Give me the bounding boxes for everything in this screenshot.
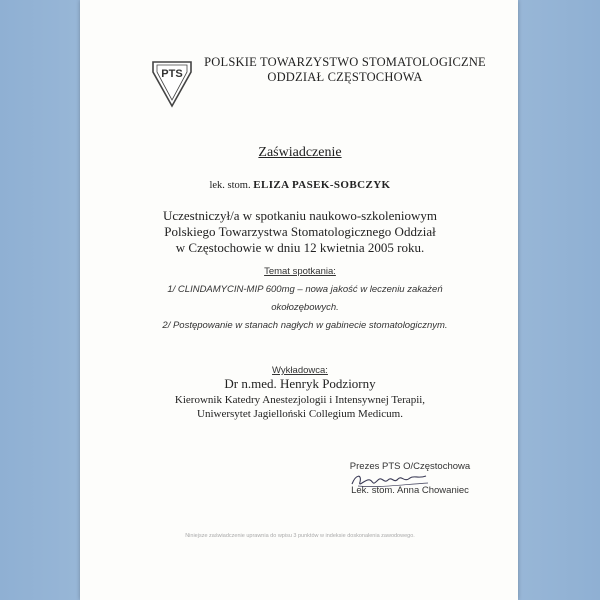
signatory-organization: Prezes PTS O/Częstochowa	[349, 461, 471, 472]
pts-logo-icon	[151, 58, 193, 108]
recipient-name: ELIZA PASEK-SOBCZYK	[253, 179, 391, 191]
lecturer-position: Kierownik Katedry Anestezjologii i Intensywnej Terapii,	[174, 394, 426, 406]
signatory-name: Lek. stom. Anna Chowaniec	[351, 485, 469, 496]
certificate-body	[130, 208, 470, 256]
topic-1-line: 1/ CLINDAMYCIN-MIP 600mg – nowa jakość w leczeniu zakażeń	[167, 284, 443, 295]
organization-header	[200, 55, 490, 85]
org-name: POLSKIE TOWARZYSTWO STOMATOLOGICZNE	[204, 55, 486, 69]
certificate-title: Zaświadczenie	[258, 145, 342, 160]
footnote: Niniejsze zaświadczenie uprawnia do wpisu 3 punktów w indeksie doskonalenia zawodowego.	[185, 533, 415, 539]
recipient-prefix: lek. stom.	[209, 180, 251, 191]
body-line: Uczestniczył/a w spotkaniu naukowo-szkoleniowym	[162, 208, 437, 223]
topic-heading: Temat spotkania:	[264, 266, 336, 277]
body-line: Polskiego Towarzystwa Stomatologicznego Oddział	[164, 224, 436, 239]
lecturer-heading: Wykładowca:	[272, 365, 328, 376]
recipient	[0, 179, 600, 191]
org-branch: ODDZIAŁ CZĘSTOCHOWA	[267, 70, 423, 84]
lecturer-affiliation: Uniwersytet Jagielloński Collegium Medicum.	[197, 408, 403, 420]
body-line: w Częstochowie w dniu 12 kwietnia 2005 roku.	[175, 240, 425, 255]
topic-1	[140, 281, 470, 317]
lecturer-name: Dr n.med. Henryk Podziorny	[224, 376, 376, 391]
logo-text: PTS	[161, 68, 183, 80]
pts-logo	[151, 58, 193, 108]
topic-1-line: okołozębowych.	[271, 302, 339, 313]
topic-2: 2/ Postępowanie w stanach nagłych w gabinecie stomatologicznym.	[162, 320, 448, 331]
